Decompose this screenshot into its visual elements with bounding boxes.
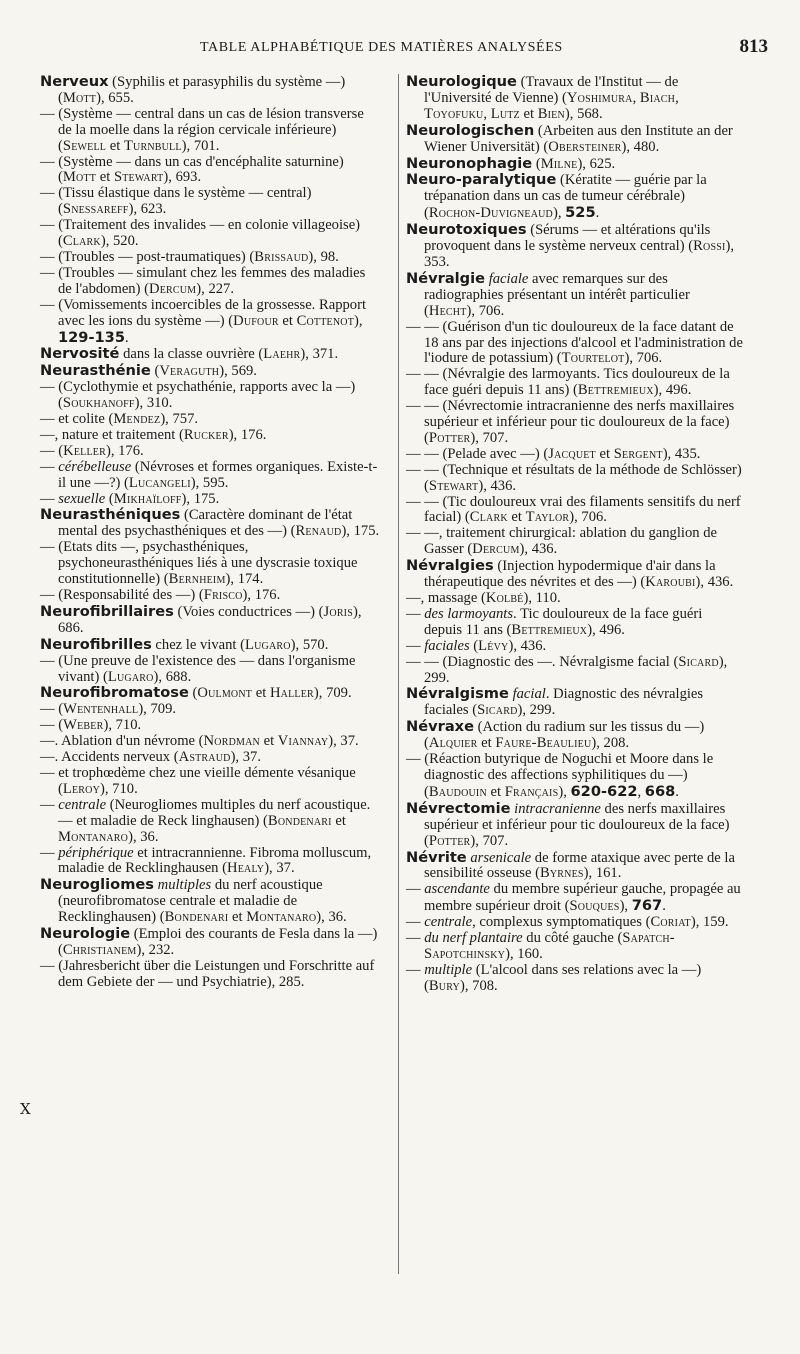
index-entry: — (Troubles — post-traumatiques) (Brissaud), 98. (40, 248, 339, 265)
left-column (40, 74, 380, 991)
right-column (406, 74, 744, 995)
index-entry: — — (Guérison d'un tic douloureux de la face datant de 18 ans par des injections d'alcool et l'administration de l'iodure de potassium) (Tourtelot), 706. (406, 318, 743, 367)
index-entry: — (Cyclothymie et psychathénie, rapports avec la —) (Soukhanoff), 310. (40, 379, 356, 412)
index-entry: Neurofibromatose (Oulmont et Haller), 709. (40, 684, 352, 702)
column-divider (398, 74, 399, 1274)
index-entry: Névraxe (Action du radium sur les tissus du —) (Alquier et Faure-Beaulieu), 208. (406, 718, 705, 752)
index-entry: Neurologischen (Arbeiten aus den Institute an der Wiener Universität) (Obersteiner), 480. (406, 121, 733, 155)
index-entry: — (Troubles — simulant chez les femmes des maladies de l'abdomen) (Dercum), 227. (40, 264, 366, 297)
index-entry: —, nature et traitement (Rucker), 176. (40, 426, 267, 443)
index-entry: Névrite arsenicale de forme ataxique avec perte de la sensibilité osseuse (Byrnes), 161. (406, 848, 735, 882)
index-entry: — (Vomissements incoercibles de la grossesse. Rapport avec les ions du système —) (Dufour et Cottenot), 129-135. (40, 296, 366, 346)
index-entry: — cérébelleuse (Névroses et formes organiques. Existe-t-il une —?) (Lucangeli), 595. (40, 458, 378, 491)
index-entry: — et colite (Mendez), 757. (40, 411, 199, 428)
index-entry: Névralgie faciale avec remarques sur des radiographies présentant un intérêt particulier (Hecht), 706. (406, 269, 690, 319)
index-entry: — (Wentenhall), 709. (40, 701, 177, 718)
index-entry: Névrectomie intracranienne des nerfs maxillaires supérieur et inférieur pour tic douloureux de la face) (Potter), 707. (406, 799, 730, 849)
index-entry: — (Système — dans un cas d'encéphalite saturnine) (Mott et Stewart), 693. (40, 153, 344, 186)
index-entry: Neurasthéniques (Caractère dominant de l'état mental des psychasthéniques et des —) (Renaud), 175. (40, 506, 380, 540)
index-entry: — et trophœdème chez une vieille démente vésanique (Leroy), 710. (40, 764, 356, 797)
index-entry: Nerveux (Syphilis et parasyphilis du système —) (Mott), 655. (40, 73, 346, 106)
index-entry: — — (Tic douloureux vrai des filaments sensitifs du nerf facial) (Clark et Taylor), 706. (406, 493, 741, 526)
index-entry: — du nerf plantaire du côté gauche (Sapatch-Sapotchinsky), 160. (406, 930, 675, 962)
index-entry: — — (Technique et résultats de la méthode de Schlösser) (Stewart), 436. (406, 461, 742, 494)
index-entry: Névralgies (Injection hypodermique d'air dans la thérapeutique des névrites et des —) (Karoubi), 436. (406, 557, 734, 591)
margin-annotation: X (20, 1100, 31, 1118)
index-entry: — sexuelle (Mikhaïloff), 175. (40, 490, 220, 507)
index-entry: — ascendante du membre supérieur gauche, propagée au membre supérieur droit (Souques), 767. (406, 881, 741, 915)
index-entry: — (Système — central dans un cas de lésion transverse de la moelle dans la région cervicale inférieure) (Sewell et Turnbull), 701. (40, 105, 364, 154)
page-number: 813 (739, 36, 768, 57)
index-entry: Neurasthénie (Veraguth), 569. (40, 362, 257, 380)
index-entry: Neurologique (Travaux de l'Institut — de l'Université de Vienne) (Yoshimura, Biach, Toyofuku, Lutz et Bien), 568. (406, 73, 679, 122)
index-entry: — périphérique et intracrannienne. Fibroma molluscum, maladie de Recklinghausen (Healy), 37. (40, 844, 372, 877)
index-entry: — (Responsabilité des —) (Frisco), 176. (40, 587, 281, 603)
index-entry: Neurotoxiques (Sérums — et altérations qu'ils provoquent dans le système nerveux central) (Rossi), 353. (406, 221, 735, 270)
index-entry: — — (Diagnostic des —. Névralgisme facial (Sicard), 299. (406, 653, 728, 686)
index-entry: Neurofibrillaires (Voies conductrices —) (Joris), 686. (40, 602, 362, 636)
index-entry: — centrale (Neurogliomes multiples du nerf acoustique. — et maladie de Reck linghausen) (Bondenari et Montanaro), 36. (40, 796, 371, 845)
index-entry: — (Réaction butyrique de Noguchi et Moore dans le diagnostic des affections syphilitiques du —) (Baudouin et Français), 620-622, 668. (406, 751, 714, 800)
index-entry: — —, traitement chirurgical: ablation du ganglion de Gasser (Dercum), 436. (406, 525, 717, 558)
index-entry: Névralgisme facial. Diagnostic des névralgies faciales (Sicard), 299. (406, 685, 704, 719)
index-entry: Neurofibrilles chez le vivant (Lugaro), 570. (40, 635, 329, 653)
index-entry: — des larmoyants. Tic douloureux de la face guéri depuis 11 ans (Bettremieux), 496. (406, 605, 703, 638)
index-entry: — (Keller), 176. (40, 442, 144, 459)
index-entry: — (Une preuve de l'existence des — dans l'organisme vivant) (Lugaro), 688. (40, 652, 356, 685)
index-entry: — multiple (L'alcool dans ses relations avec la —) (Bury), 708. (406, 961, 702, 994)
index-entry: Neuronophagie (Milne), 625. (406, 154, 616, 172)
index-entry: Neuro-paralytique (Kératite — guérie par la trépanation dans un cas de tumeur cérébrale) (Rochon-Duvigneaud), 525. (406, 171, 707, 222)
index-entry: — faciales (Lévy), 436. (406, 637, 547, 654)
index-entry: — — (Névrectomie intracranienne des nerfs maxillaires supérieur et inférieur pour tic douloureux de la face) (Potter), 707. (406, 398, 735, 446)
index-entry: —. Accidents nerveux (Astraud), 37. (40, 749, 261, 766)
index-entry: —, massage (Kolbé), 110. (406, 590, 561, 606)
index-entry: — — (Névralgie des larmoyants. Tics douloureux de la face guéri depuis 11 ans) (Bettremieux), 496. (406, 366, 730, 399)
index-entry: — (Jahresbericht über die Leistungen und Forschritte auf dem Gebiete der — und Psychiatrie), 285. (40, 957, 375, 990)
index-entry: Nervosité dans la classe ouvrière (Laehr), 371. (40, 345, 339, 363)
index-entry: — (Traitement des invalides — en colonie villageoise) (Clark), 520. (40, 217, 361, 250)
page-header (0, 36, 800, 62)
index-entry: — (Weber), 710. (40, 717, 142, 734)
index-entry: Neurologie (Emploi des courants de Fesla dans la —) (Christianem), 232. (40, 925, 378, 958)
index-entry: — (Etats dits —, psychasthéniques, psychoneurasthéniques liés à une dyscrasie toxique constitutionnelle) (Bernheim), 174. (40, 539, 358, 588)
index-entry: — — (Pelade avec —) (Jacquet et Sergent), 435. (406, 445, 701, 462)
index-entry: —. Ablation d'un névrome (Nordman et Viannay), 37. (40, 733, 359, 750)
index-entry: — centrale, complexus symptomatiques (Coriat), 159. (406, 914, 729, 931)
running-title: TABLE ALPHABÉTIQUE DES MATIÈRES ANALYSÉES (200, 40, 563, 55)
index-entry: — (Tissu élastique dans le système — central) (Snessareff), 623. (40, 185, 312, 218)
index-entry: Neurogliomes multiples du nerf acoustique (neurofibromatose centrale et maladie de Recklinghausen) (Bondenari et Montanaro), 36. (40, 876, 347, 926)
